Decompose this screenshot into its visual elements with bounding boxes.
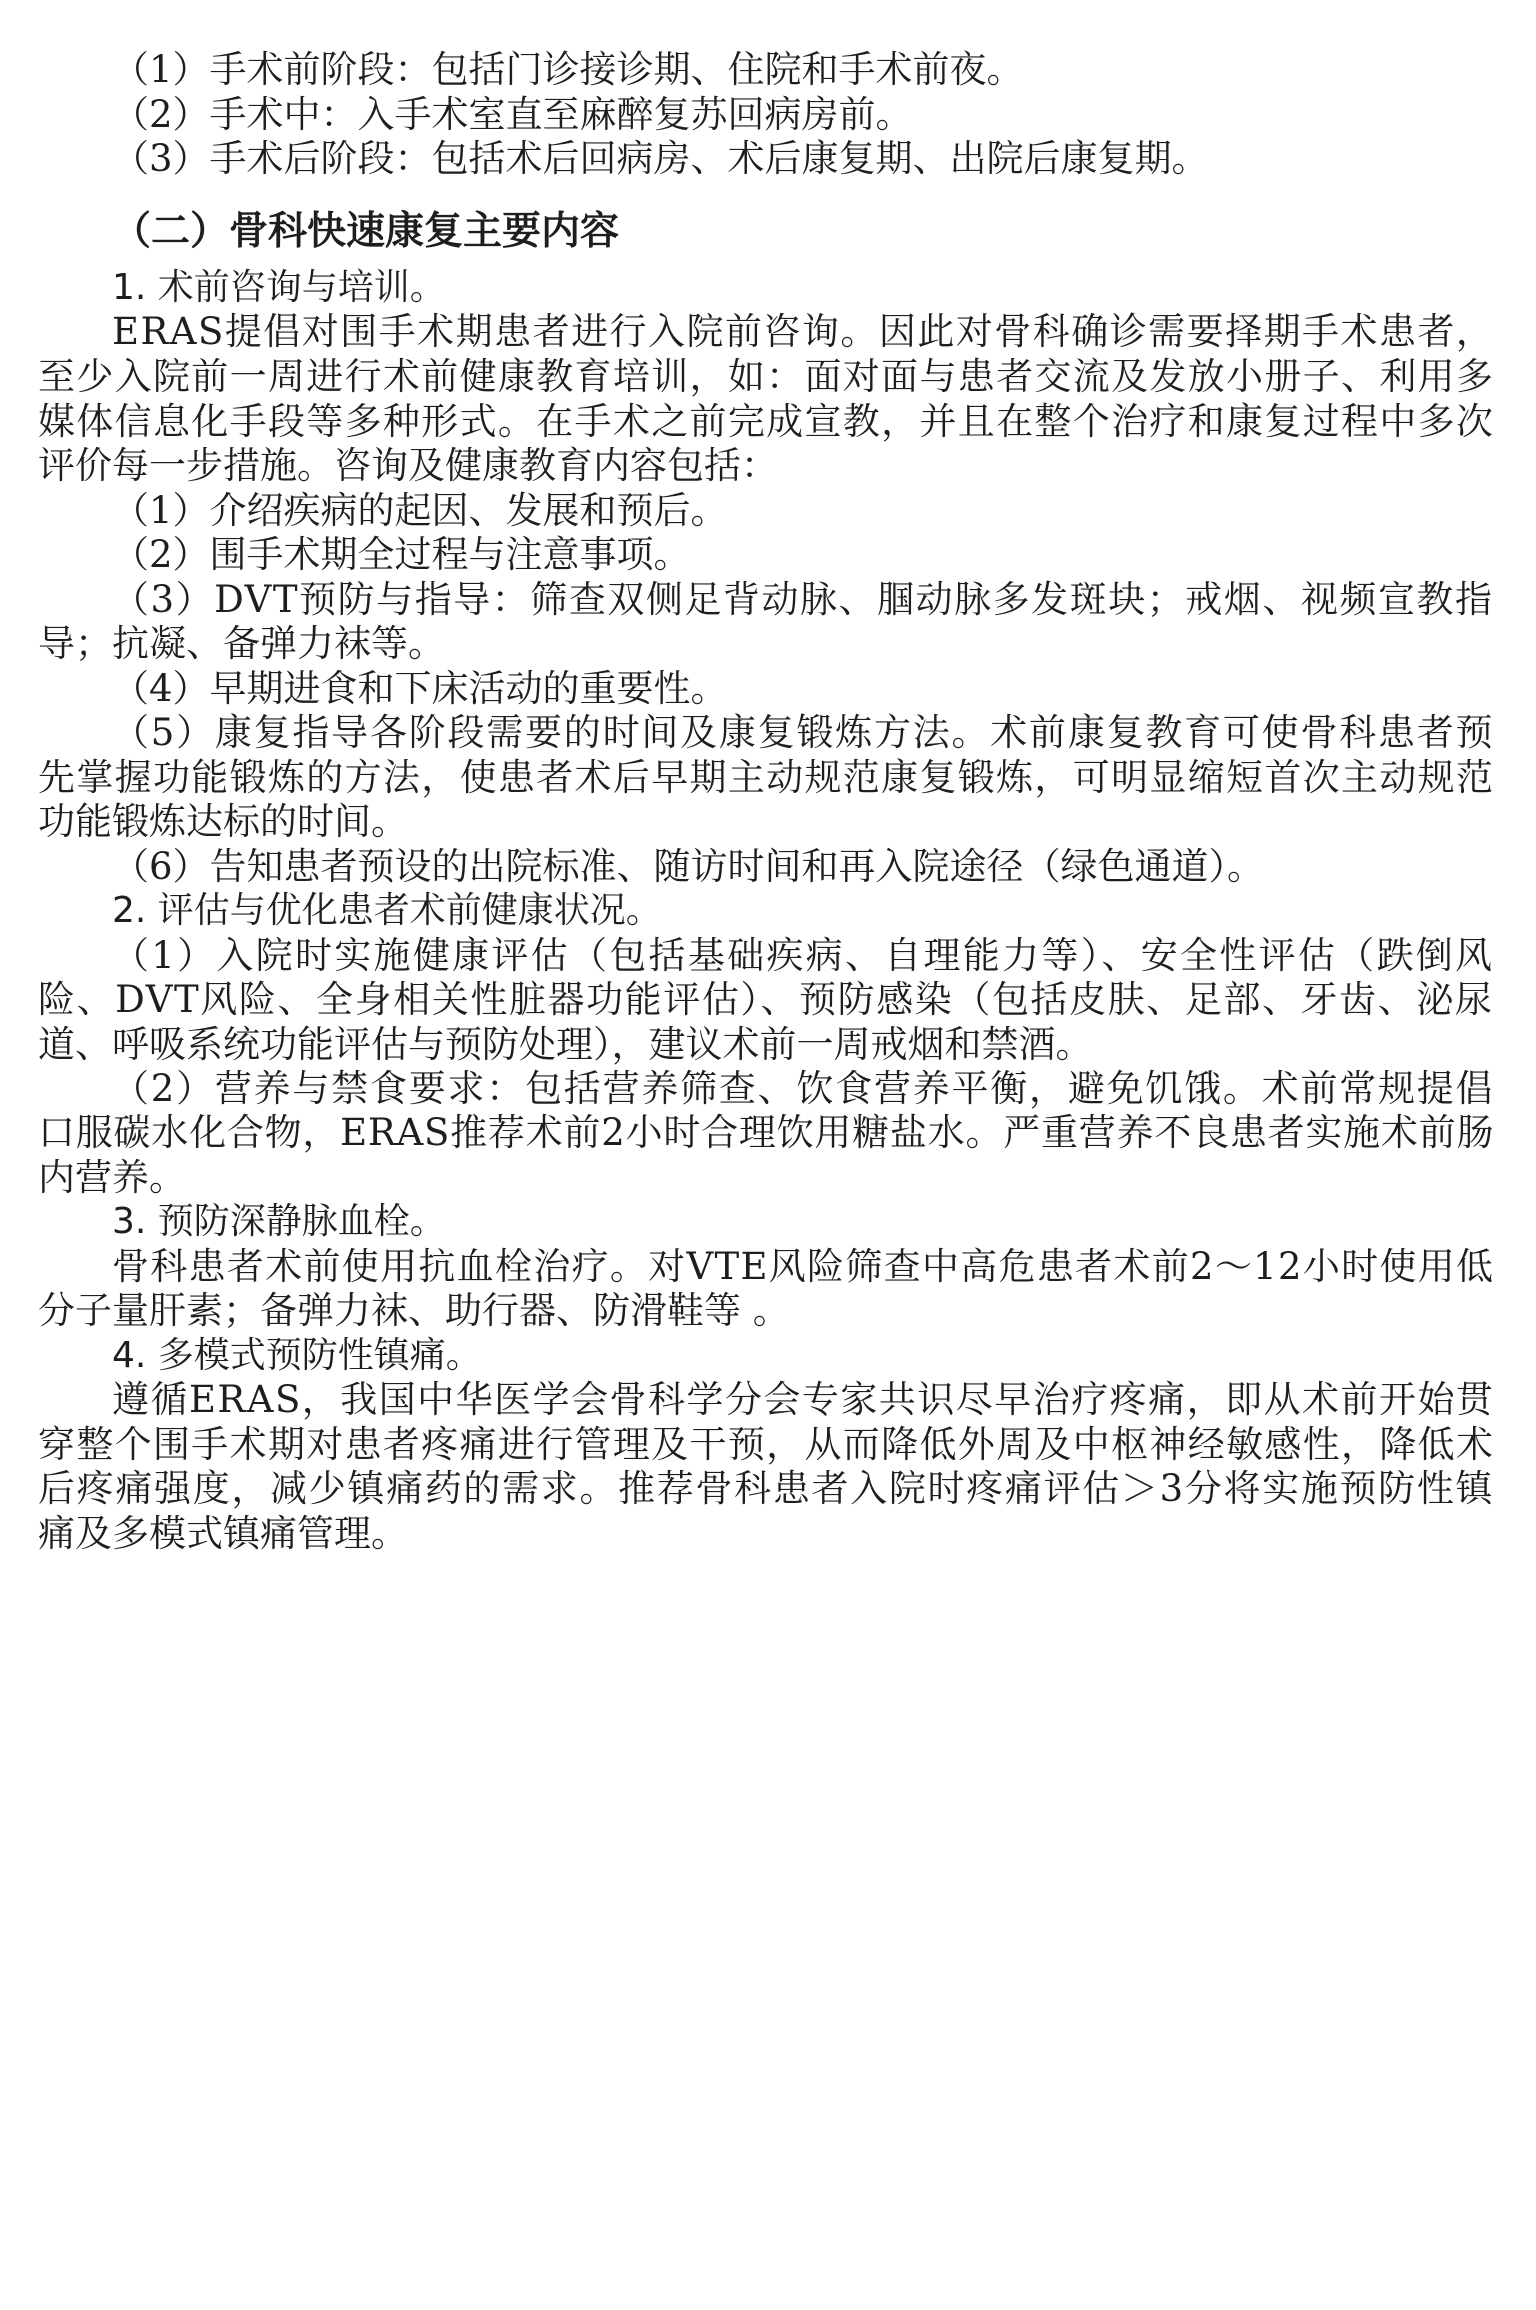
subsection-heading: 3. 预防深静脉血栓。 bbox=[112, 1201, 446, 1242]
text-line: 分子量肝素；备弹力袜、助行器、防滑鞋等 。 bbox=[38, 1289, 790, 1332]
text-line: 至少入院前一周进行术前健康教育培训，如：面对面与患者交流及发放小册子、利用多 bbox=[38, 355, 1495, 398]
text-line: 痛及多模式镇痛管理。 bbox=[38, 1512, 408, 1555]
text-line: （5）康复指导各阶段需要的时间及康复锻炼方法。术前康复教育可使骨科患者预 bbox=[112, 711, 1495, 754]
text-line: ERAS提倡对围手术期患者进行入院前咨询。因此对骨科确诊需要择期手术患者， bbox=[112, 310, 1495, 353]
text-line: （2）围手术期全过程与注意事项。 bbox=[112, 533, 691, 576]
text-line: 后疼痛强度，减少镇痛药的需求。推荐骨科患者入院时疼痛评估＞3分将实施预防性镇 bbox=[38, 1467, 1495, 1510]
subsection-heading: 2. 评估与优化患者术前健康状况。 bbox=[112, 890, 662, 931]
text-line: 功能锻炼达标的时间。 bbox=[38, 800, 408, 843]
text-line: 道、呼吸系统功能评估与预防处理），建议术前一周戒烟和禁酒。 bbox=[38, 1023, 1093, 1066]
text-line: 媒体信息化手段等多种形式。在手术之前完成宣教，并且在整个治疗和康复过程中多次 bbox=[38, 400, 1495, 443]
text-line: 内营养。 bbox=[38, 1156, 186, 1199]
text-line: （3）DVT预防与指导：筛查双侧足背动脉、腘动脉多发斑块；戒烟、视频宣教指 bbox=[112, 578, 1494, 621]
text-line: （2）营养与禁食要求：包括营养筛查、饮食营养平衡，避免饥饿。术前常规提倡 bbox=[112, 1067, 1495, 1110]
subsection-heading: 1. 术前咨询与培训。 bbox=[112, 267, 446, 308]
text-line: 导；抗凝、备弹力袜等。 bbox=[38, 622, 445, 665]
text-line: （6）告知患者预设的出院标准、随访时间和再入院途径（绿色通道）。 bbox=[112, 845, 1265, 888]
text-line: 先掌握功能锻炼的方法，使患者术后早期主动规范康复锻炼，可明显缩短首次主动规范 bbox=[38, 756, 1495, 799]
text-line: 遵循ERAS，我国中华医学会骨科学分会专家共识尽早治疗疼痛，即从术前开始贯 bbox=[112, 1378, 1495, 1421]
text-line: （3）手术后阶段：包括术后回病房、术后康复期、出院后康复期。 bbox=[112, 137, 1209, 180]
text-line: 穿整个围手术期对患者疼痛进行管理及干预，从而降低外周及中枢神经敏感性，降低术 bbox=[38, 1423, 1495, 1466]
text-line: （1）入院时实施健康评估（包括基础疾病、自理能力等）、安全性评估（跌倒风 bbox=[112, 934, 1495, 977]
text-line: 险、DVT风险、全身相关性脏器功能评估）、预防感染（包括皮肤、足部、牙齿、泌尿 bbox=[38, 978, 1494, 1021]
text-line: （1）介绍疾病的起因、发展和预后。 bbox=[112, 489, 728, 532]
text-line: 评价每一步措施。咨询及健康教育内容包括： bbox=[38, 444, 778, 487]
subsection-heading: 4. 多模式预防性镇痛。 bbox=[112, 1335, 482, 1376]
text-line: （4）早期进食和下床活动的重要性。 bbox=[112, 667, 728, 710]
section-heading: （二）骨科快速康复主要内容 bbox=[112, 209, 620, 254]
text-line: 骨科患者术前使用抗血栓治疗。对VTE风险筛查中高危患者术前2～12小时使用低 bbox=[112, 1245, 1495, 1288]
text-line: 口服碳水化合物，ERAS推荐术前2小时合理饮用糖盐水。严重营养不良患者实施术前肠 bbox=[38, 1111, 1495, 1154]
text-line: （2）手术中：入手术室直至麻醉复苏回病房前。 bbox=[112, 93, 913, 136]
text-line: （1）手术前阶段：包括门诊接诊期、住院和手术前夜。 bbox=[112, 48, 1024, 91]
